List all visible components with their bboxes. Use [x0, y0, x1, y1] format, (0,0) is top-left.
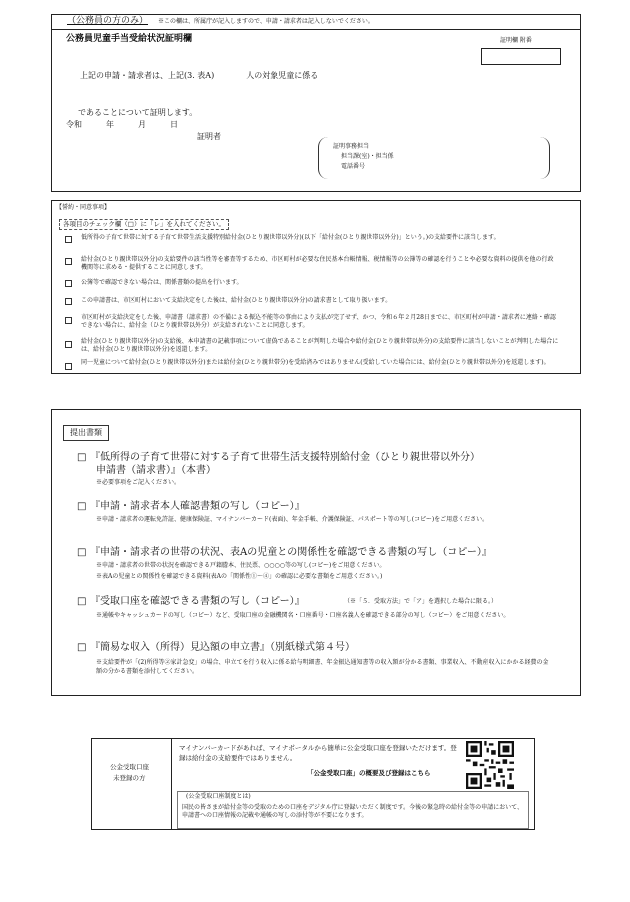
doc-checkbox-4[interactable]: □	[77, 596, 87, 607]
contact-dept: 担当課(室)・担当係	[341, 153, 394, 160]
pledge-item-7: 同一児童について給付金(ひとり親世帯以外分)または給付金(ひとり親世帯分)を受給済みではありません(受給していた場合には、給付金(ひとり親世帯以外分)を返還します)。	[81, 359, 550, 366]
doc-title-5: 『簡易な収入（所得）見込額の申立書』（別紙様式第４号）	[90, 642, 355, 653]
pledge-checkbox-2[interactable]	[65, 258, 72, 265]
official-header-label: （公務員の方のみ）	[67, 16, 149, 26]
pledge-instruction: 各項目のチェック欄（□）に「レ」を入れてください。	[59, 219, 229, 230]
bank-label-2: 未登録の方	[113, 774, 146, 782]
official-line1: 上記の申請・請求者は、上記(3. 表A) 人の対象児童に係る	[80, 71, 319, 80]
official-header-note: ※この欄は、所属庁が記入しますので、申請・請求者は記入しないでください。	[158, 18, 374, 25]
doc-title-1: 『低所得の子育て世帯に対する子育て世帯生活支援特別給付金（ひとり親世帯以外分）	[90, 452, 480, 463]
pledge-item-5: 市区町村が支給決定をした後、申請書（請求書）の不備による振込不能等の事由により支払が完了せず、かつ、令和６年２月28日までに、市区町村が申請・請求者に連絡・確認できない場合に、給付金（ひとり親世帯以外分）が支給されないことに同意します。	[81, 314, 556, 329]
cert-number-field[interactable]	[481, 48, 561, 65]
doc-checkbox-3[interactable]: □	[77, 547, 87, 558]
official-header-divider	[51, 29, 581, 30]
official-title: 公務員児童手当受給状況証明欄	[66, 34, 193, 44]
pledge-checkbox-6[interactable]	[65, 341, 72, 348]
pledge-item-2: 給付金(ひとり親世帯以外分)の支給要件の該当性等を審査等するため、市区町村が必要な住民基本台帳情報、税情報等の公簿等の確認を行うことや必要な資料の提供を他の行政機関等に求める・提供することに同意します。	[81, 256, 554, 271]
pledge-header: 【誓約・同意事項】	[56, 204, 111, 211]
pledge-checkbox-7[interactable]	[65, 363, 72, 370]
doc-title-2: 『申請・請求者本人確認書類の写し（コピー）』	[90, 501, 305, 512]
doc-checkbox-5[interactable]: □	[77, 642, 87, 653]
pledge-checkbox-4[interactable]	[65, 298, 72, 305]
pledge-item-1: 低所得の子育て世帯に対する子育て世帯生活支援特別給付金(ひとり親世帯以外分)(以下「給付金(ひとり親世帯以外分)」という。)の支給要件に該当します。	[81, 234, 500, 241]
pledge-checkbox-1[interactable]	[65, 236, 72, 243]
bank-divider-v	[171, 738, 172, 830]
doc-checkbox-2[interactable]: □	[77, 501, 87, 512]
doc-note-3: ※申請・請求者の世帯の状況を確認できる戸籍謄本、住民票、○○○○等の写し(コピー)をご用意ください。	[96, 562, 386, 569]
contact-phone: 電話番号	[341, 163, 366, 170]
doc-note-1: ※必要事項をご記入ください。	[96, 479, 181, 486]
bank-intro: マイナンバーカードがあれば、マイナポータルから簡単に公金受取口座を登録いただけます。登録は給付金の支給要件ではありません。	[179, 744, 457, 762]
official-date: 令和 年 月 日	[66, 120, 178, 129]
pledge-item-3: 公簿等で確認できない場合は、関係書類の提出を行います。	[81, 279, 243, 286]
qr-code-icon[interactable]	[466, 741, 514, 789]
official-line2: であることについて証明します。	[78, 108, 198, 117]
doc-note-5: ※支給要件が「(2)所得等②家計急変」の場合、申立てを行う収入に係る給与明細書、年金振込通知書等の収入額が分かる書類、事業収入、不動産収入にかかる経費の金額の分かる書類を添付してください。	[96, 659, 549, 675]
pledge-checkbox-5[interactable]	[65, 317, 72, 324]
contact-title: 証明事務担当	[333, 143, 370, 150]
doc-title-3: 『申請・請求者の世帯の状況、表Aの児童との関係性を確認できる書類の写し（コピー）』	[90, 547, 492, 558]
doc-checkbox-1[interactable]: □	[77, 452, 87, 463]
bank-link-line[interactable]: 「公金受取口座」の概要及び登録はこちら	[307, 769, 431, 777]
bank-about-text: 国民の皆さまが給付金等の受取のための口座をデジタル庁に登録いただく制度です。今後の緊急時の給付金等の申請において、申請書への口座情報の記載や通帳の写しの添付等が不要になります。	[182, 804, 524, 819]
doc-note-2: ※申請・請求者の運転免許証、健康保険証、マイナンバーカード(表面)、年金手帳、介護保険証、パスポート等の写し(コピー)をご用意ください。	[96, 516, 489, 523]
doc-note-3b: ※表Aの児童との関係性を確認できる資料(表Aの「関係性①～④」の確認に必要な書類をご用意ください。)	[96, 573, 383, 580]
bank-label-1: 公金受取口座	[110, 763, 149, 771]
pledge-checkbox-3[interactable]	[65, 280, 72, 287]
pledge-item-4: この申請書は、市区町村において支給決定をした後は、給付金(ひとり親世帯以外分)の請求書として取り扱います。	[81, 297, 392, 304]
cert-number-label: 証明欄 附番	[500, 37, 532, 44]
docs-header: 提出書類	[63, 425, 109, 441]
doc-title-1b: 申請書（請求書）』（本書）	[96, 465, 216, 476]
pledge-item-6: 給付金(ひとり親世帯以外分)の支給後、本申請書の記載事項について虚偽であることが判明した場合や給付金(ひとり親世帯以外分)の支給要件に該当しないことが判明した場合には、給付金(ひとり親世帯以外分)を返還します。	[81, 338, 559, 353]
bank-about-title: (公金受取口座制度とは)	[186, 793, 251, 800]
doc-note-4: ※通帳やキャッシュカードの写し（コピー）など、受取口座の金融機関名・口座番号・口座名義人を確認できる部分の写し（コピー）をご用意ください。	[96, 612, 510, 619]
doc-title-4: 『受取口座を確認できる書類の写し（コピー）』	[90, 596, 305, 607]
certifier-label: 証明者	[197, 132, 221, 141]
doc-title-note-4: （※「５．受取方法」で「ア」を選択した場合に限る。）	[344, 598, 498, 605]
